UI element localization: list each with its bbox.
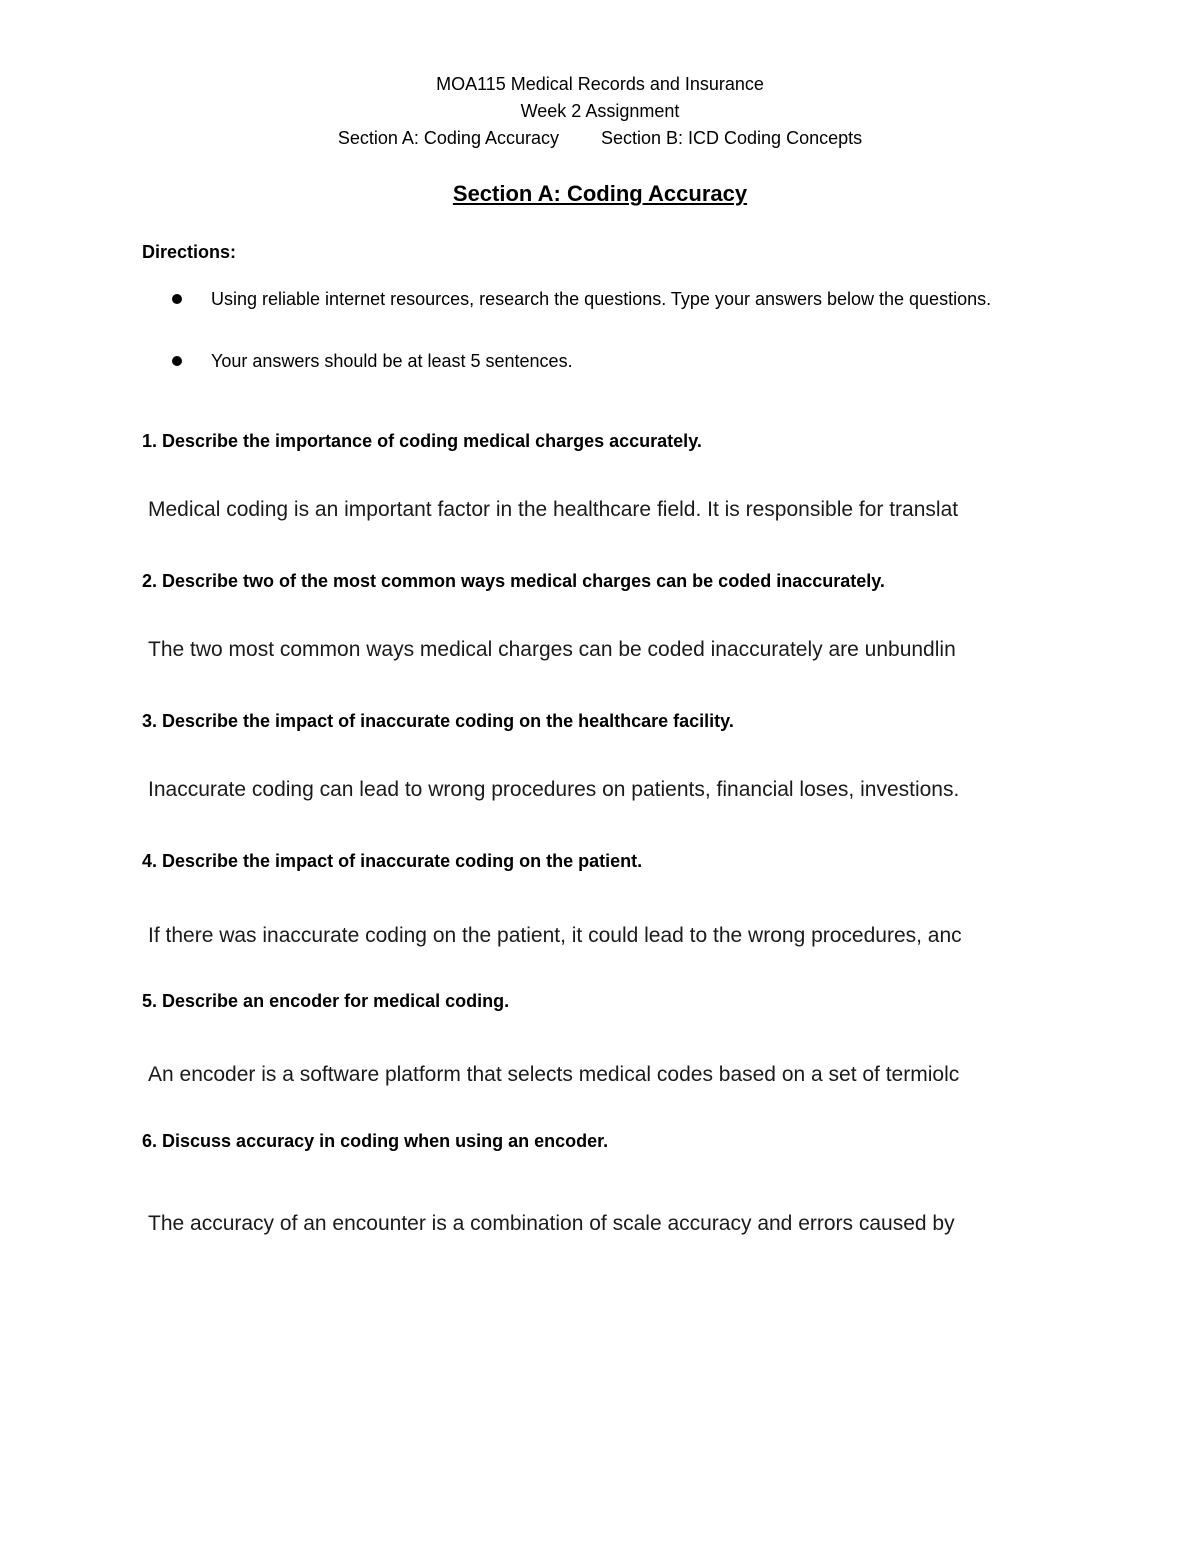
question-6: 6. Discuss accuracy in coding when using an encoder.	[142, 1131, 609, 1151]
question-2: 2. Describe two of the most common ways medical charges can be coded inaccurately.	[142, 571, 885, 591]
answer-6: The accuracy of an encounter is a combination of scale accuracy and errors caused by	[148, 1212, 955, 1235]
section-a-label: Section A: Coding Accuracy	[337, 128, 559, 148]
bullet-icon	[172, 356, 182, 366]
question-1: 1. Describe the importance of coding medical charges accurately.	[142, 431, 702, 451]
section-list	[0, 127, 1200, 149]
course-title: MOA115 Medical Records and Insurance	[436, 74, 764, 94]
section-heading: Section A: Coding Accuracy	[452, 181, 748, 206]
bullet-icon	[172, 294, 182, 304]
direction-item: Your answers should be at least 5 sentences.	[211, 351, 573, 371]
answer-5: An encoder is a software platform that selects medical codes based on a set of termiolc	[148, 1063, 960, 1086]
directions-label: Directions:	[142, 242, 237, 262]
answer-4: If there was inaccurate coding on the patient, it could lead to the wrong procedures, anc	[148, 924, 962, 947]
question-5: 5. Describe an encoder for medical coding.	[142, 991, 510, 1011]
question-4: 4. Describe the impact of inaccurate coding on the patient.	[142, 851, 643, 871]
section-b-label: Section B: ICD Coding Concepts	[600, 128, 863, 148]
direction-item: Using reliable internet resources, research the questions. Type your answers below the questions.	[211, 289, 992, 309]
answer-2: The two most common ways medical charges can be coded inaccurately are unbundlin	[148, 638, 956, 661]
answer-3: Inaccurate coding can lead to wrong procedures on patients, financial loses, investions.	[148, 778, 960, 801]
question-3: 3. Describe the impact of inaccurate coding on the healthcare facility.	[142, 711, 734, 731]
assignment-title: Week 2 Assignment	[520, 101, 680, 121]
answer-1: Medical coding is an important factor in the healthcare field. It is responsible for translat	[148, 498, 959, 521]
